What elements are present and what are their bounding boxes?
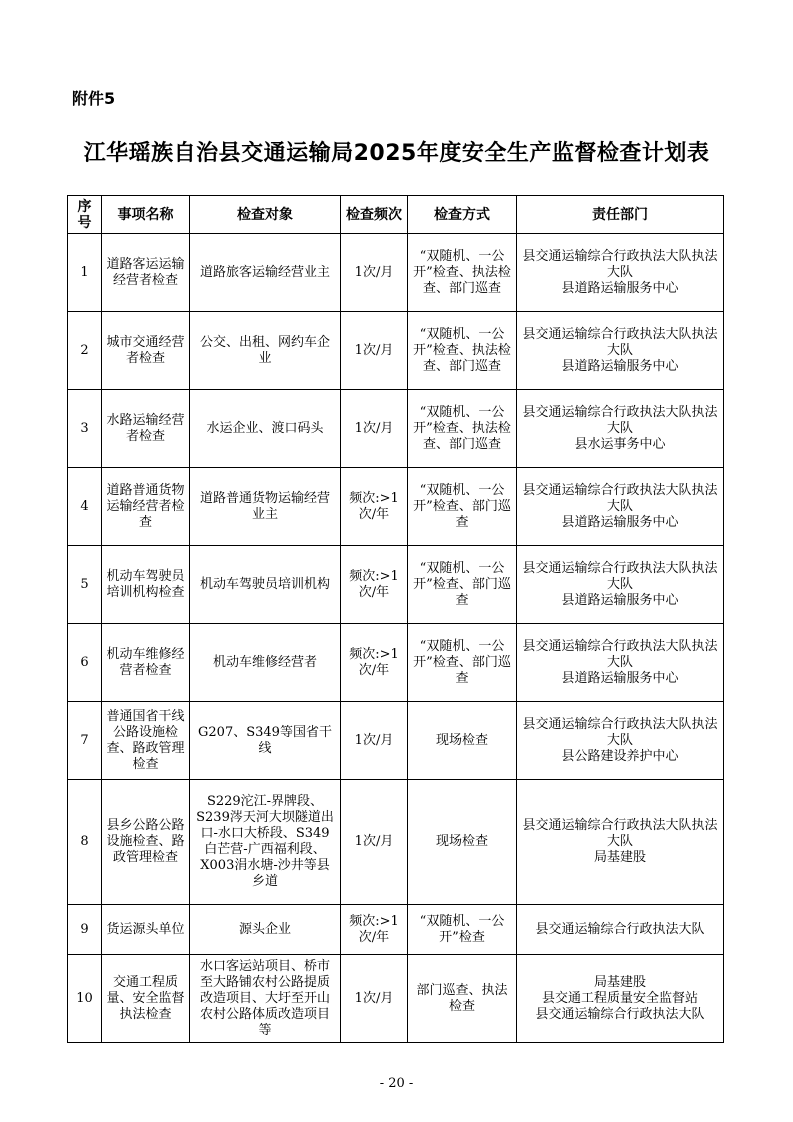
item-name: 普通国省干线公路设施检查、路政管理检查	[102, 702, 190, 780]
row-number: 7	[68, 702, 102, 780]
row-number: 5	[68, 546, 102, 624]
responsible-department	[517, 955, 724, 1043]
inspection-frequency: 频次:>1次/年	[341, 468, 408, 546]
row-number: 3	[68, 390, 102, 468]
table-row	[68, 624, 724, 702]
responsible-department	[517, 702, 724, 780]
inspection-target: 源头企业	[190, 905, 341, 955]
responsible-department	[517, 624, 724, 702]
inspection-target: 机动车维修经营者	[190, 624, 341, 702]
row-number: 2	[68, 312, 102, 390]
department-line: 县交通运输综合行政执法大队执法大队	[522, 818, 718, 849]
responsible-department	[517, 390, 724, 468]
table-row	[68, 955, 724, 1043]
table-row	[68, 390, 724, 468]
responsible-department	[517, 780, 724, 905]
item-name: 道路普通货物运输经营者检查	[102, 468, 190, 546]
inspection-method: 部门巡查、执法检查	[408, 955, 517, 1043]
item-name: 机动车维修经营者检查	[102, 624, 190, 702]
inspection-target: 道路旅客运输经营业主	[190, 234, 341, 312]
row-number: 4	[68, 468, 102, 546]
department-line: 县交通运输综合行政执法大队执法大队	[522, 248, 718, 280]
department-line: 局基建股	[593, 974, 646, 990]
department-line: 县交通运输综合行政执法大队执法大队	[522, 326, 718, 358]
row-number: 6	[68, 624, 102, 702]
inspection-method: “双随机、一公开”检查、部门巡查	[408, 546, 517, 624]
attachment-label: 附件5	[72, 89, 116, 108]
department-line: 县道路运输服务中心	[561, 358, 679, 374]
item-name: 城市交通经营者检查	[102, 312, 190, 390]
department-line: 县道路运输服务中心	[561, 592, 679, 608]
table-row	[68, 468, 724, 546]
row-number: 1	[68, 234, 102, 312]
inspection-method: 现场检查	[408, 702, 517, 780]
department-line: 局基建股	[593, 850, 646, 865]
inspection-target: 水运企业、渡口码头	[190, 390, 341, 468]
inspection-method: “双随机、一公开”检查、部门巡查	[408, 624, 517, 702]
inspection-method: “双随机、一公开”检查、执法检查、部门巡查	[408, 312, 517, 390]
table-row	[68, 312, 724, 390]
department-line: 县交通运输综合行政执法大队	[535, 921, 705, 937]
inspection-frequency: 1次/月	[341, 390, 408, 468]
responsible-department	[517, 312, 724, 390]
item-name: 水路运输经营者检查	[102, 390, 190, 468]
inspection-method: “双随机、一公开”检查、执法检查、部门巡查	[408, 234, 517, 312]
inspection-frequency: 1次/月	[341, 955, 408, 1043]
header-item: 事项名称	[102, 196, 190, 234]
department-line: 县水运事务中心	[574, 436, 666, 452]
responsible-department	[517, 905, 724, 955]
department-line: 县道路运输服务中心	[561, 280, 679, 296]
row-number: 9	[68, 905, 102, 955]
inspection-target: 水口客运站项目、桥市至大路铺农村公路提质改造项目、大圩至开山农村公路体质改造项目等	[190, 955, 341, 1043]
responsible-department	[517, 468, 724, 546]
inspection-frequency: 1次/月	[341, 234, 408, 312]
inspection-frequency: 频次:>1次/年	[341, 905, 408, 955]
header-no: 序号	[68, 196, 102, 234]
inspection-plan-table	[67, 195, 724, 1043]
inspection-method: “双随机、一公开”检查	[408, 905, 517, 955]
department-line: 县道路运输服务中心	[561, 670, 679, 686]
inspection-method: “双随机、一公开”检查、执法检查、部门巡查	[408, 390, 517, 468]
table-header-row	[68, 196, 724, 234]
department-line: 县交通运输综合行政执法大队执法大队	[522, 638, 718, 670]
item-name: 县乡公路公路设施检查、路政管理检查	[102, 780, 190, 905]
table-row	[68, 546, 724, 624]
page-number: - 20 -	[379, 1076, 414, 1091]
department-line: 县交通工程质量安全监督站	[541, 990, 698, 1006]
table-row	[68, 905, 724, 955]
header-method: 检查方式	[408, 196, 517, 234]
item-name: 道路客运运输经营者检查	[102, 234, 190, 312]
inspection-frequency: 频次:>1次/年	[341, 546, 408, 624]
department-line: 县公路建设养护中心	[561, 748, 679, 764]
responsible-department	[517, 234, 724, 312]
table-row	[68, 702, 724, 780]
inspection-target: 机动车驾驶员培训机构	[190, 546, 341, 624]
inspection-frequency: 1次/月	[341, 312, 408, 390]
row-number: 10	[68, 955, 102, 1043]
inspection-target: 道路普通货物运输经营业主	[190, 468, 341, 546]
item-name: 机动车驾驶员培训机构检查	[102, 546, 190, 624]
department-line: 县交通运输综合行政执法大队执法大队	[522, 404, 718, 436]
department-line: 县交通运输综合行政执法大队执法大队	[522, 716, 718, 748]
department-line: 县交通运输综合行政执法大队执法大队	[522, 560, 718, 592]
inspection-target: S229沱江-界牌段、S239涔天河大坝隧道出口-水口大桥段、S349白芒营-广西福利段、X003涓水塘-沙井等县乡道	[190, 780, 341, 905]
department-line: 县道路运输服务中心	[561, 514, 679, 530]
header-frequency: 检查频次	[341, 196, 408, 234]
page-title: 江华瑶族自治县交通运输局2025年度安全生产监督检查计划表	[83, 141, 710, 166]
inspection-frequency: 1次/月	[341, 702, 408, 780]
item-name: 货运源头单位	[102, 905, 190, 955]
inspection-target: G207、S349等国省干线	[190, 702, 341, 780]
header-target: 检查对象	[190, 196, 341, 234]
inspection-frequency: 1次/月	[341, 780, 408, 905]
inspection-frequency: 频次:>1次/年	[341, 624, 408, 702]
responsible-department	[517, 546, 724, 624]
table-row	[68, 780, 724, 905]
inspection-target: 公交、出租、网约车企业	[190, 312, 341, 390]
department-line: 县交通运输综合行政执法大队	[535, 1006, 705, 1022]
department-line: 县交通运输综合行政执法大队执法大队	[522, 482, 718, 514]
item-name: 交通工程质量、安全监督执法检查	[102, 955, 190, 1043]
row-number: 8	[68, 780, 102, 905]
header-department: 责任部门	[517, 196, 724, 234]
table-row	[68, 234, 724, 312]
inspection-method: “双随机、一公开”检查、部门巡查	[408, 468, 517, 546]
inspection-method: 现场检查	[408, 780, 517, 905]
